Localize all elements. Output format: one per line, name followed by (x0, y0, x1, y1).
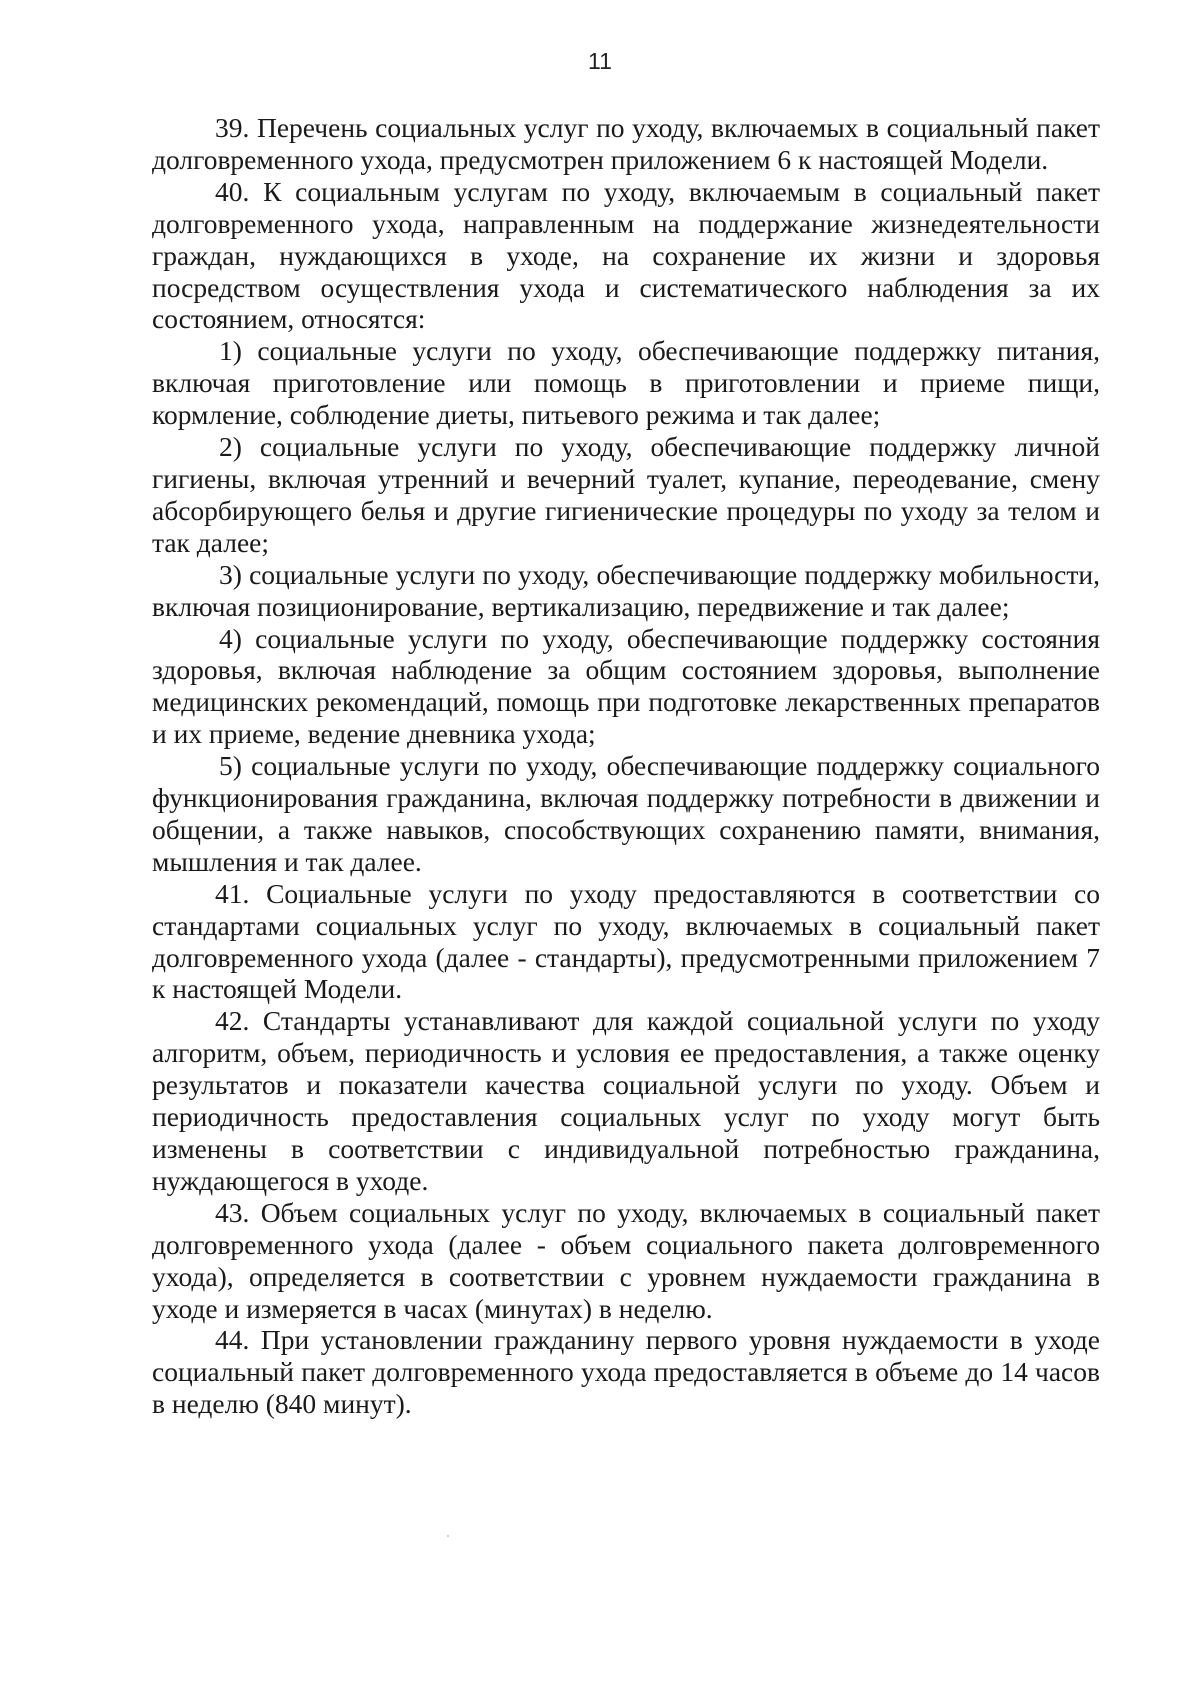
list-item-5: 5) социальные услуги по уходу, обеспечивающие поддержку социального функционирования гражданина, включая поддержку потребности в движении и общении, а также навыков, способствующих сохранению памяти, внимания, мышления и так далее. (152, 750, 1100, 877)
list-item-2: 2) социальные услуги по уходу, обеспечивающие поддержку личной гигиены, включая утренний и вечерний туалет, купание, переодевание, смену абсорбирующего белья и другие гигиенические процедуры по уходу за телом и так далее; (152, 431, 1100, 558)
list-item-4: 4) социальные услуги по уходу, обеспечивающие поддержку состояния здоровья, включая наблюдение за общим состоянием здоровья, выполнение медицинских рекомендаций, помощь при подготовке лекарственных препаратов и их приеме, ведение дневника ухода; (152, 622, 1100, 750)
document-body (152, 112, 1100, 1420)
paragraph-42: 42. Стандарты устанавливают для каждой социальной услуги по уходу алгоритм, объем, периодичность и условия ее предоставления, а также оценку результатов и показатели качества социальной услуги по уходу. Объем и периодичность предоставления социальных услуг по уходу могут быть изменены в соответствии с индивидуальной потребностью гражданина, нуждающегося в уходе. (152, 1005, 1100, 1196)
page-number: 11 (588, 48, 612, 74)
paragraph-41: 41. Социальные услуги по уходу предоставляются в соответствии со стандартами социальных услуг по уходу, включаемых в социальный пакет долговременного ухода (далее - стандарты), предусмотренными приложением 7 к настоящей Модели. (152, 877, 1100, 1005)
paragraph-39: 39. Перечень социальных услуг по уходу, включаемых в социальный пакет долговременного ухода, предусмотрен приложением 6 к настоящей Модели. (152, 112, 1100, 175)
paragraph-43: 43. Объем социальных услуг по уходу, включаемых в социальный пакет долговременного ухода (далее - объем социального пакета долговременного ухода), определяется в соответствии с уровнем нуждаемости гражданина в уходе и измеряется в часах (минутах) в неделю. (152, 1196, 1100, 1324)
list-item-3: 3) социальные услуги по уходу, обеспечивающие поддержку мобильности, включая позиционирование, вертикализацию, передвижение и так далее; (152, 558, 1100, 622)
paragraph-44: 44. При установлении гражданину первого уровня нуждаемости в уходе социальный пакет долговременного ухода предоставляется в объеме до 14 часов в неделю (840 минут). (152, 1324, 1100, 1420)
scan-artifact (447, 1535, 449, 1537)
list-item-1: 1) социальные услуги по уходу, обеспечивающие поддержку питания, включая приготовление или помощь в приготовлении и приеме пищи, кормление, соблюдение диеты, питьевого режима и так далее; (152, 335, 1100, 431)
paragraph-40: 40. К социальным услугам по уходу, включаемым в социальный пакет долговременного ухода, направленным на поддержание жизнедеятельности граждан, нуждающихся в уходе, на сохранение их жизни и здоровья посредством осуществления ухода и систематического наблюдения за их состоянием, относятся: (152, 175, 1100, 335)
